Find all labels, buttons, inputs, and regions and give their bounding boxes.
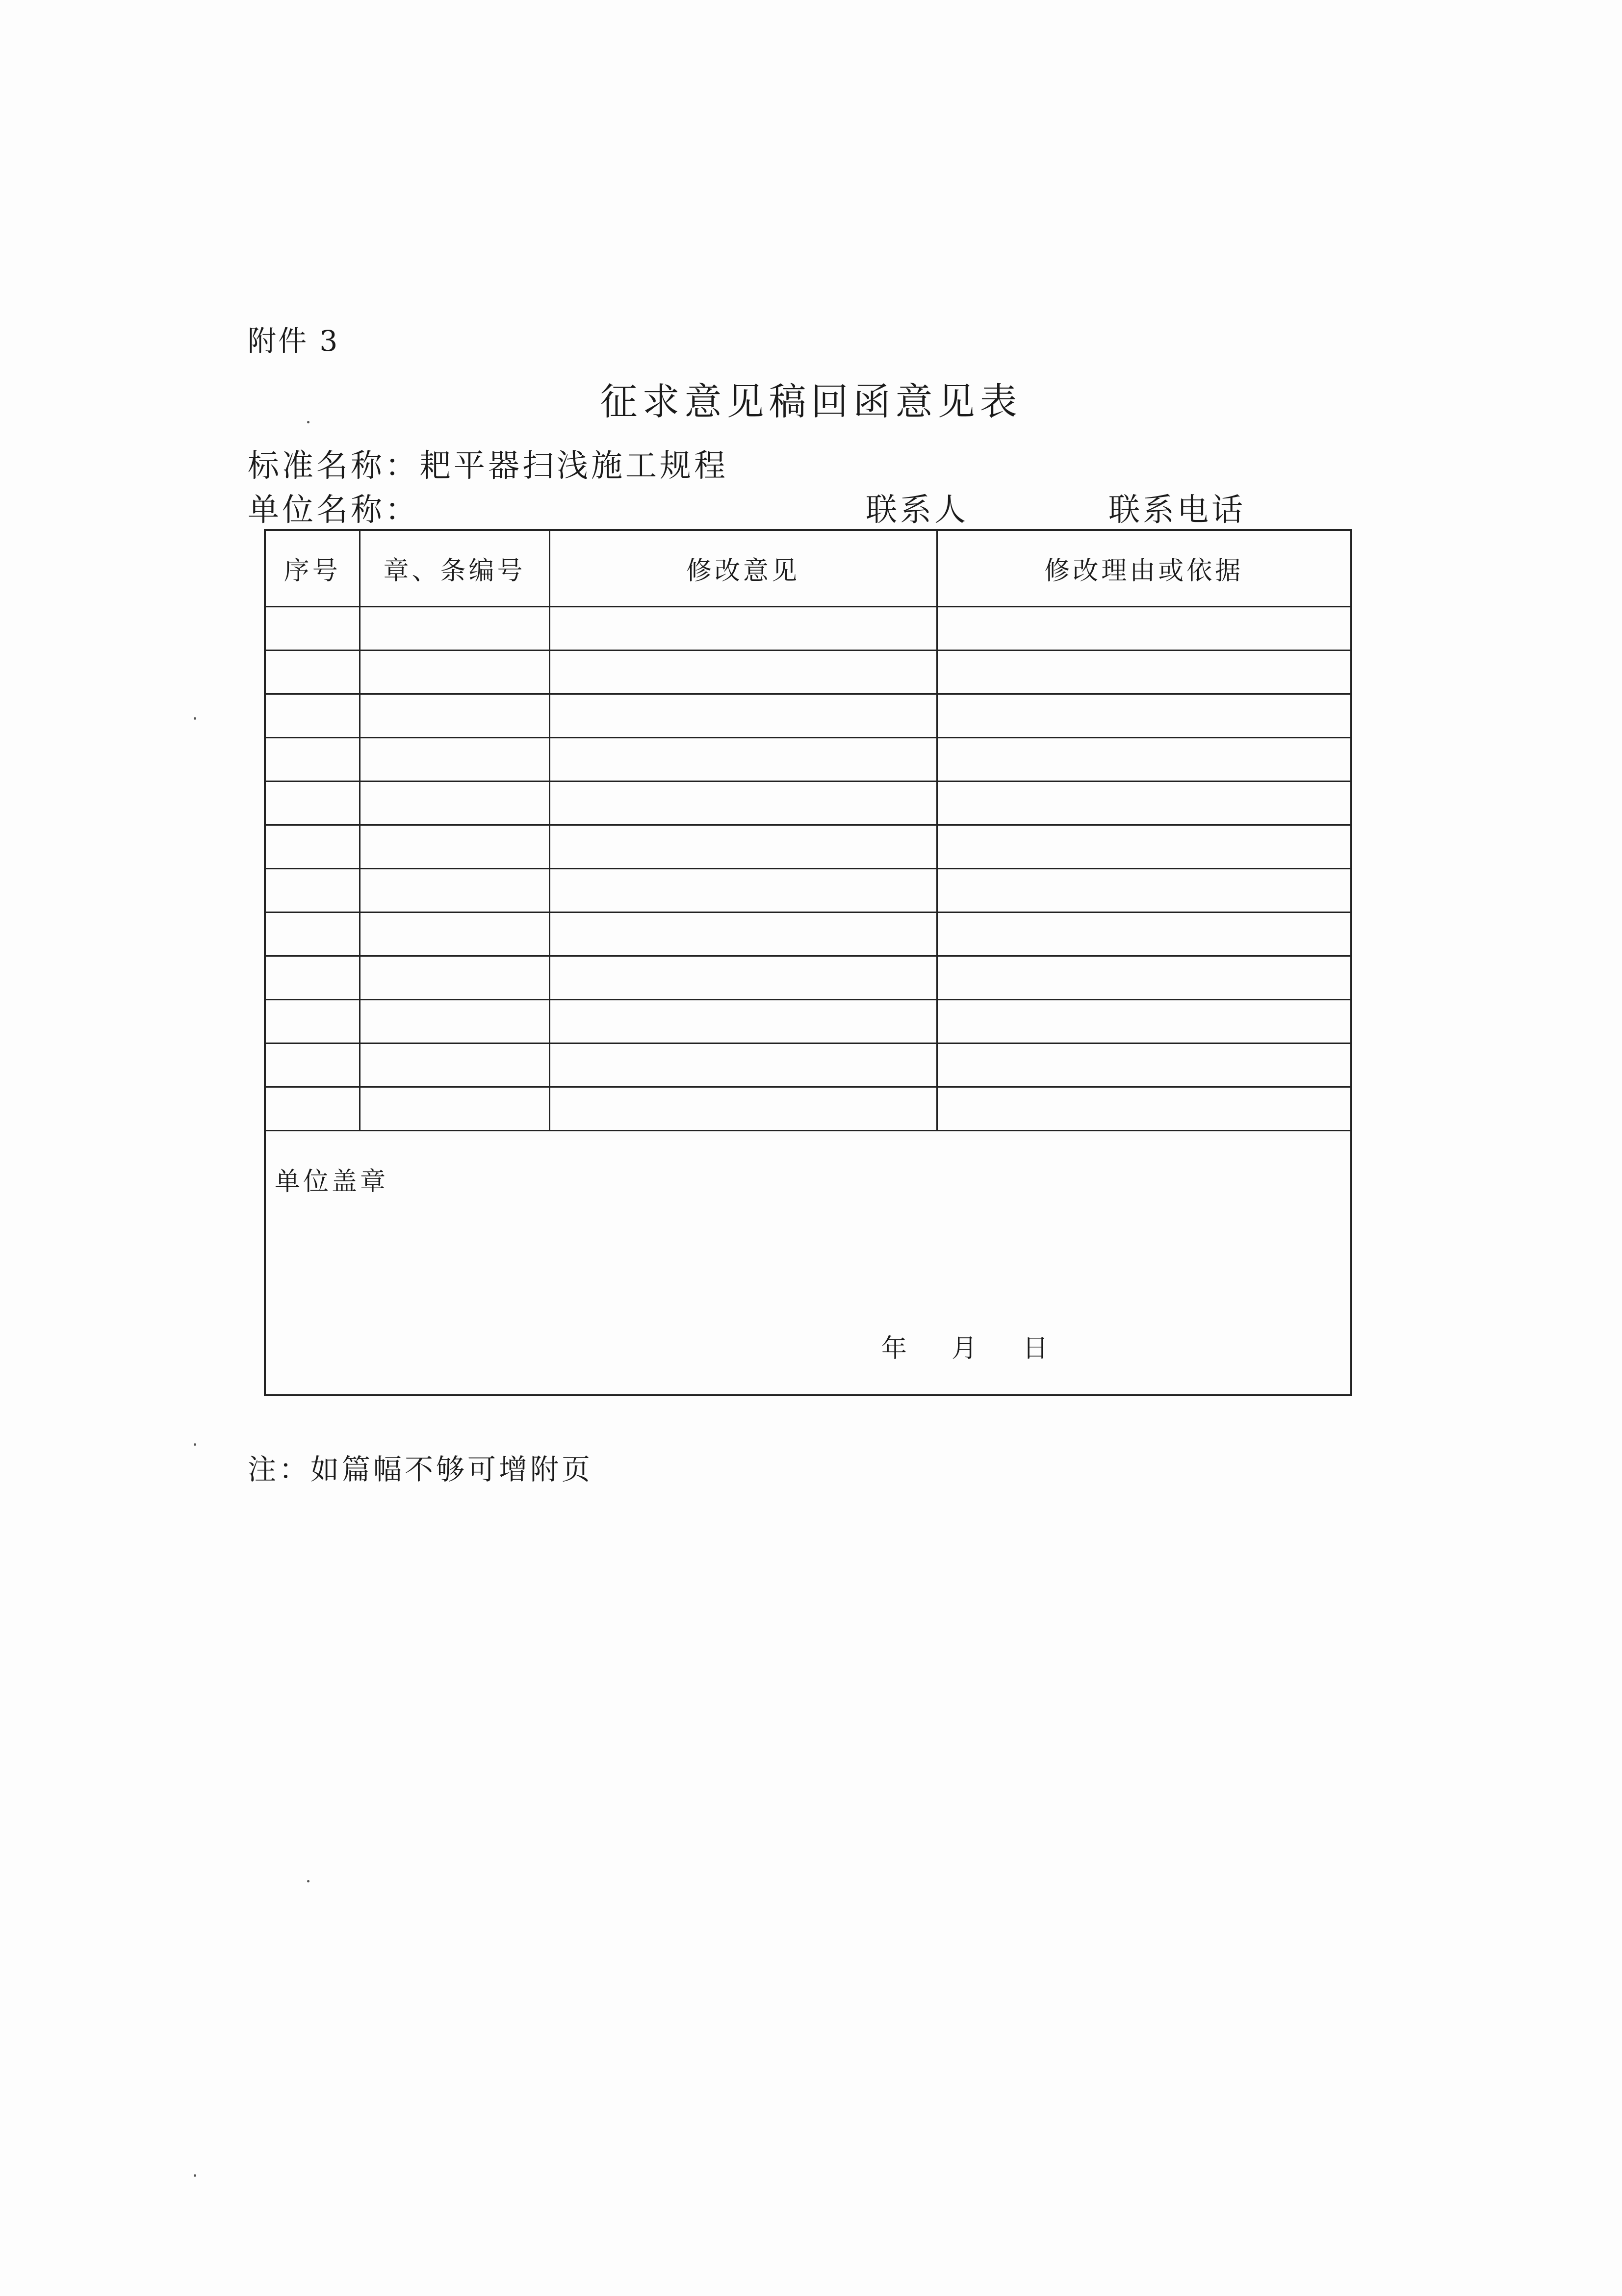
- cell-revision-opinion: [549, 694, 937, 738]
- cell-serial-number: [265, 913, 360, 956]
- cell-clause-number: [360, 738, 549, 782]
- cell-revision-reason: [937, 607, 1351, 651]
- table-row: [265, 738, 1351, 782]
- date-line: [881, 1328, 1078, 1362]
- standard-name-value: 耙平器扫浅施工规程: [419, 448, 728, 484]
- contact-person-label: 联系人: [866, 492, 969, 528]
- cell-clause-number: [360, 694, 549, 738]
- standard-name-label: 标准名称：: [248, 448, 419, 484]
- scan-speck: [194, 2174, 196, 2177]
- cell-clause-number: [360, 956, 549, 1000]
- cell-serial-number: [265, 694, 360, 738]
- cell-clause-number: [360, 869, 549, 913]
- cell-revision-opinion: [549, 651, 937, 694]
- cell-clause-number: [360, 607, 549, 651]
- header-revision-reason: 修改理由或依据: [937, 530, 1351, 607]
- cell-revision-opinion: [549, 869, 937, 913]
- table-row: [265, 1000, 1351, 1044]
- cell-serial-number: [265, 1087, 360, 1131]
- cell-serial-number: [265, 825, 360, 869]
- seal-label: 单位盖章: [275, 1167, 389, 1197]
- cell-revision-opinion: [549, 782, 937, 825]
- contact-phone-label: 联系电话: [1108, 492, 1246, 528]
- cell-revision-reason: [937, 651, 1351, 694]
- table-row: [265, 956, 1351, 1000]
- table-row: [265, 825, 1351, 869]
- table-header-row: [265, 530, 1351, 607]
- cell-serial-number: [265, 1000, 360, 1044]
- unit-name-label: 单位名称：: [248, 492, 419, 528]
- cell-revision-opinion: [549, 1087, 937, 1131]
- scan-speck: [194, 717, 196, 720]
- cell-revision-reason: [937, 825, 1351, 869]
- table-row: [265, 607, 1351, 651]
- cell-serial-number: [265, 607, 360, 651]
- cell-revision-opinion: [549, 956, 937, 1000]
- cell-clause-number: [360, 825, 549, 869]
- scan-speck: [307, 421, 309, 423]
- cell-serial-number: [265, 651, 360, 694]
- footnote: 注：如篇幅不够可增附页: [248, 1453, 593, 1486]
- feedback-table: [264, 529, 1352, 1396]
- scan-speck: [307, 1880, 309, 1882]
- cell-clause-number: [360, 782, 549, 825]
- cell-revision-opinion: [549, 738, 937, 782]
- cell-clause-number: [360, 1087, 549, 1131]
- cell-revision-reason: [937, 694, 1351, 738]
- standard-name-line: [248, 441, 728, 486]
- cell-revision-reason: [937, 738, 1351, 782]
- cell-clause-number: [360, 651, 549, 694]
- cell-revision-opinion: [549, 913, 937, 956]
- cell-revision-reason: [937, 1044, 1351, 1087]
- cell-revision-opinion: [549, 1044, 937, 1087]
- cell-revision-reason: [937, 869, 1351, 913]
- date-day-label: 日: [1023, 1334, 1049, 1363]
- table-row: [265, 782, 1351, 825]
- cell-serial-number: [265, 738, 360, 782]
- cell-revision-opinion: [549, 607, 937, 651]
- cell-revision-opinion: [549, 825, 937, 869]
- header-serial-number: 序号: [265, 530, 360, 607]
- table-row: [265, 869, 1351, 913]
- cell-revision-reason: [937, 956, 1351, 1000]
- cell-revision-reason: [937, 1087, 1351, 1131]
- cell-revision-reason: [937, 782, 1351, 825]
- table-row: [265, 694, 1351, 738]
- seal-cell: [265, 1131, 1351, 1396]
- table-row: [265, 651, 1351, 694]
- unit-contact-line: [248, 485, 1351, 528]
- header-clause-number: 章、条编号: [360, 530, 549, 607]
- cell-revision-reason: [937, 1000, 1351, 1044]
- table-row: [265, 913, 1351, 956]
- seal-row: [265, 1131, 1351, 1396]
- cell-serial-number: [265, 869, 360, 913]
- document-title: 征求意见稿回函意见表: [600, 380, 1022, 423]
- cell-clause-number: [360, 1000, 549, 1044]
- cell-clause-number: [360, 1044, 549, 1087]
- table-row: [265, 1044, 1351, 1087]
- scan-speck: [194, 1443, 196, 1446]
- cell-serial-number: [265, 782, 360, 825]
- date-month-label: 月: [952, 1334, 978, 1363]
- attachment-label: 附件 3: [248, 324, 340, 358]
- cell-revision-reason: [937, 913, 1351, 956]
- header-revision-opinion: 修改意见: [549, 530, 937, 607]
- cell-clause-number: [360, 913, 549, 956]
- cell-revision-opinion: [549, 1000, 937, 1044]
- date-year-label: 年: [881, 1334, 907, 1363]
- cell-serial-number: [265, 956, 360, 1000]
- table-row: [265, 1087, 1351, 1131]
- cell-serial-number: [265, 1044, 360, 1087]
